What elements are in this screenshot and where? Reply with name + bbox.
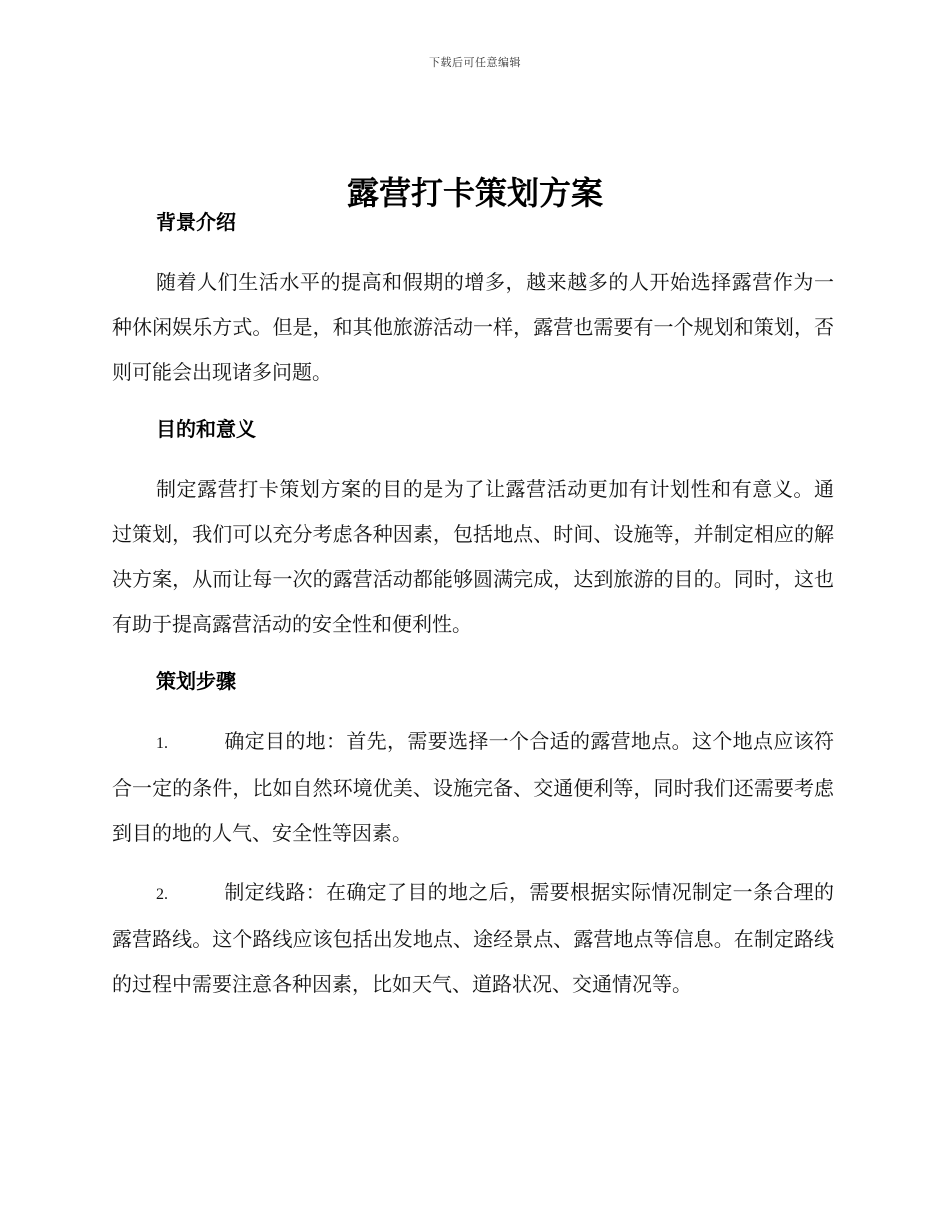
list-item-number: 1.	[156, 735, 168, 752]
list-item-step-1	[112, 719, 834, 856]
document-title: 露营打卡策划方案	[346, 174, 603, 213]
list-item-number: 2.	[156, 886, 168, 903]
section-heading-background: 背景介绍	[156, 210, 236, 234]
document-body	[112, 204, 834, 1007]
paragraph-purpose: 制定露营打卡策划方案的目的是为了让露营活动更加有计划性和有意义。通过策划，我们可以充分考虑各种因素，包括地点、时间、设施等，并制定相应的解决方案，从而让每一次的露营活动都能够圆满完成，达到旅游的目的。同时，这也有助于提高露营活动的安全性和便利性。	[112, 477, 834, 636]
section-heading-purpose: 目的和意义	[156, 417, 256, 441]
header-note: 下载后可任意编辑	[429, 56, 521, 69]
list-item-text: 制定线路：在确定了目的地之后，需要根据实际情况制定一条合理的露营路线。这个路线应该包括出发地点、途经景点、露营地点等信息。在制定路线的过程中需要注意各种因素，比如天气、道路状况、交通情况等。	[112, 880, 834, 996]
paragraph-background: 随着人们生活水平的提高和假期的增多，越来越多的人开始选择露营作为一种休闲娱乐方式。但是，和其他旅游活动一样，露营也需要有一个规划和策划，否则可能会出现诸多问题。	[112, 270, 834, 384]
list-item-text: 确定目的地：首先，需要选择一个合适的露营地点。这个地点应该符合一定的条件，比如自然环境优美、设施完备、交通便利等，同时我们还需要考虑到目的地的人气、安全性等因素。	[112, 729, 834, 845]
section-heading-steps: 策划步骤	[156, 669, 236, 693]
list-item-step-2	[112, 870, 834, 1007]
